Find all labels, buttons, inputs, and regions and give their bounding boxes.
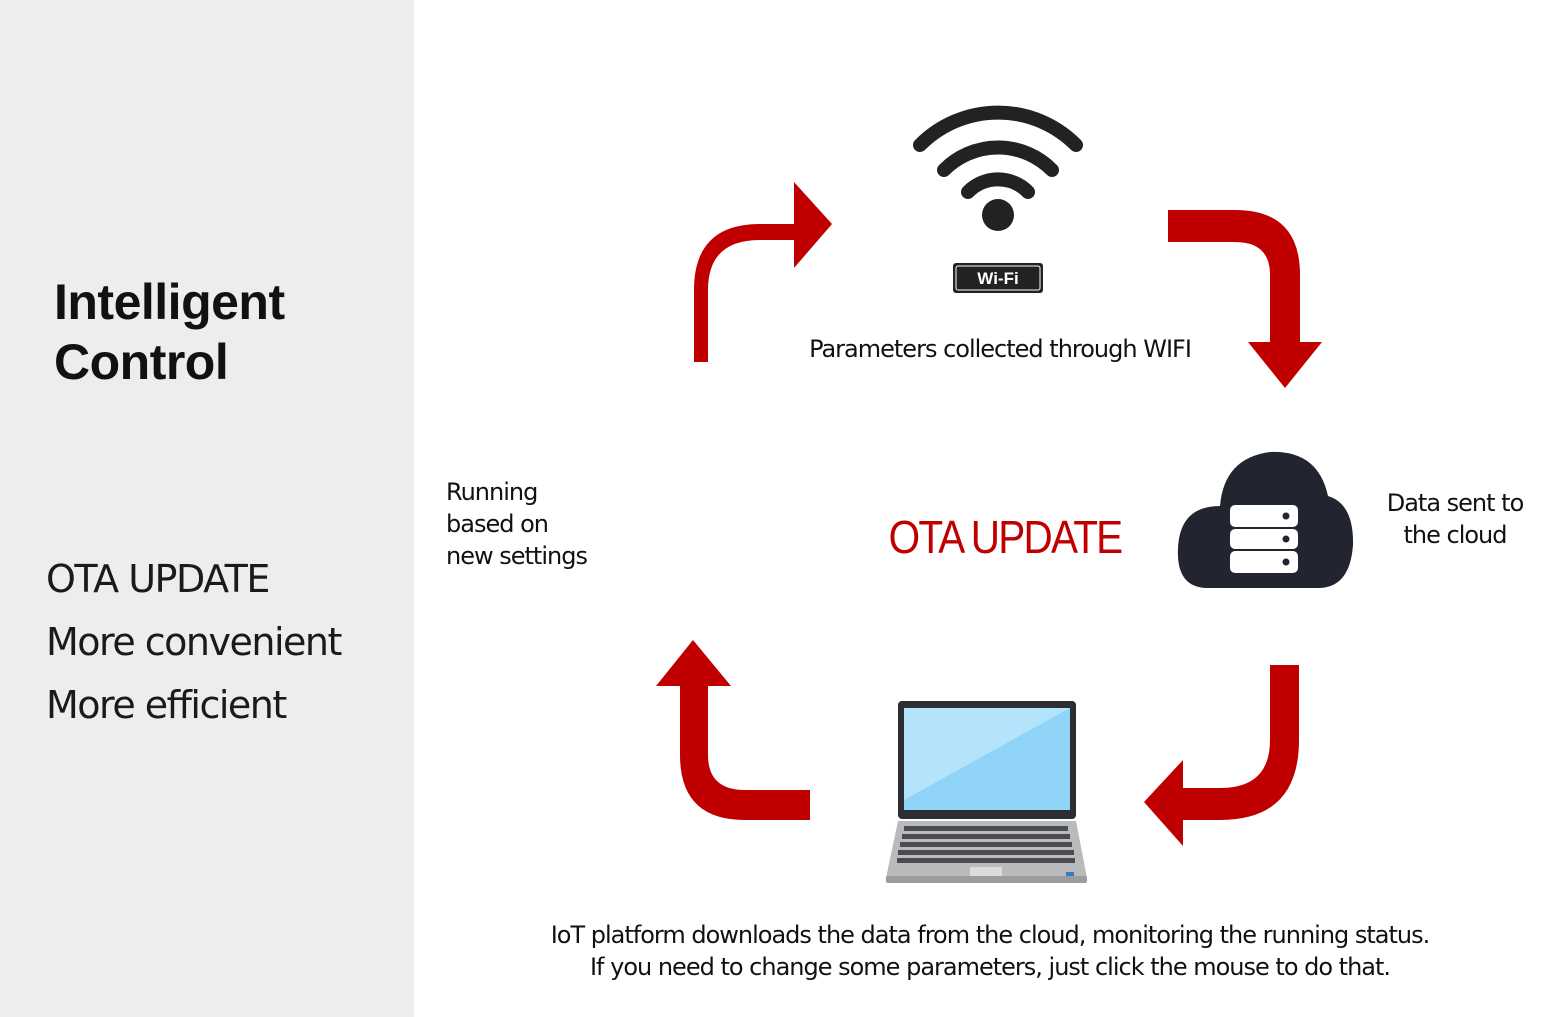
cloud-server-icon [1178, 452, 1353, 588]
feature-item: More convenient [46, 620, 341, 664]
curved-arrow-icon [656, 640, 810, 820]
running-caption-line: new settings [446, 542, 587, 570]
title-line-2: Control [54, 334, 229, 390]
wifi-caption: Parameters collected through WIFI [809, 335, 1191, 363]
laptop-icon [886, 701, 1087, 883]
cloud-caption-line: Data sent to [1386, 489, 1524, 517]
feature-item: More efficient [46, 683, 286, 727]
platform-caption-line: If you need to change some parameters, just click the mouse to do that. [589, 953, 1391, 981]
title-line-1: Intelligent [54, 274, 285, 330]
running-caption-line: Running [446, 478, 538, 506]
curved-arrow-icon [1144, 665, 1299, 846]
running-caption-line: based on [446, 510, 548, 538]
running-caption [446, 476, 606, 572]
cloud-caption-line: the cloud [1403, 521, 1507, 549]
platform-caption-line: IoT platform downloads the data from the cloud, monitoring the running status. [550, 921, 1430, 949]
ota-update-title: OTA UPDATE [888, 511, 1122, 563]
platform-caption [540, 919, 1440, 983]
cloud-caption [1380, 487, 1530, 551]
wifi-badge-text: Wi-Fi [977, 269, 1019, 288]
feature-item: OTA UPDATE [46, 557, 269, 601]
wifi-icon [920, 113, 1076, 293]
